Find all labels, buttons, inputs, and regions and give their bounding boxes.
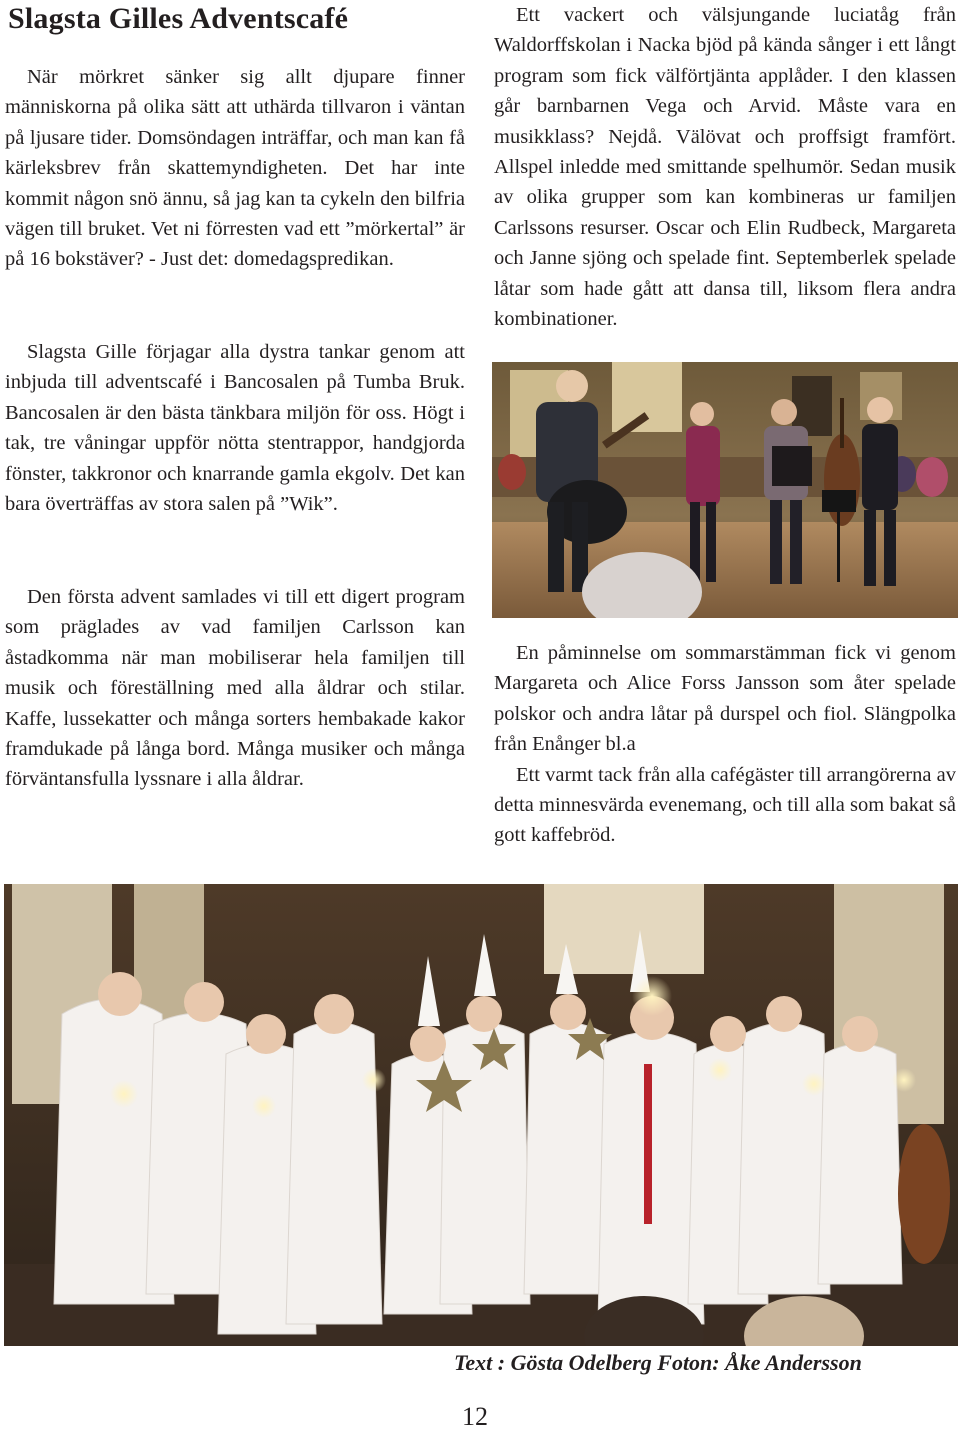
paragraph-intro <box>5 62 465 275</box>
paragraph-intro-text: När mörkret sänker sig allt djupare finner människorna på olika sätt att uthärda tillvaron i väntan på ljusare tider. Domsöndagen inträffar, och man kan få kärleksbrev från skattemyndigheten. Det har inte kommit någon snö ännu, så jag kan ta cykeln den bilfria vägen till bruket. Vet ni förresten vad ett ”mörkertal” är på 16 bokstäver? - Just det: domedagspredikan. <box>5 66 465 271</box>
paragraph-lucia <box>494 0 956 334</box>
paragraph-sommarstamma <box>494 638 956 851</box>
paragraph-sommarstamma-text: En påminnelse om sommarstämman fick vi genom Margareta och Alice Forss Jansson som åter spelade polskor och andra låtar på durspel och fiol. Slängpolka från Enånger bl.a <box>494 642 956 756</box>
paragraph-thanks-text: Ett varmt tack från alla cafégäster till arrangörerna av detta minnesvärda evenemang, och till alla som bakat så gott kaffebröd. <box>494 763 956 847</box>
page-number: 12 <box>462 1402 488 1431</box>
paragraph-venue <box>5 337 465 519</box>
lucia-procession-photo <box>4 884 958 1346</box>
musicians-photo <box>492 362 958 618</box>
paragraph-venue-text: Slagsta Gille förjagar alla dystra tankar genom att inbjuda till adventscafé i Bancosalen på Tumba Bruk. Bancosalen är den bästa tänkbara miljön för oss. Högt i tak, tre våningar uppför nötta stentrappor, handgjorda fönster, takkronor och knarrande gamla ekgolv. Det kan bara överträffas av stora salen på ”Wik”. <box>5 341 465 516</box>
article-title: Slagsta Gilles Adventscafé <box>8 2 349 35</box>
photo-credit: Text : Gösta Odelberg Foton: Åke Andersson <box>454 1350 862 1375</box>
paragraph-lucia-text: Ett vackert och välsjungande luciatåg från Waldorffskolan i Nacka bjöd på kända sånger i ett långt program som fick välförtjänta applåder. I den klassen går barnbarnen Vega och Arvid. Måste vara en musikklass? Nejdå. Välövat och proffsigt framfört. Allspel inledde med smittande spelhumör. Sedan musik av olika grupper som kan kombineras ur familjen Carlssons resurser. Oscar och Elin Rudbeck, Margareta och Janne sjöng och spelade fint. Septemberlek spelade låtar som hade gått att dansa till, liksom flera andra kombinationer. <box>494 4 956 331</box>
paragraph-program-text: Den första advent samlades vi till ett digert program som präglades av vad familjen Carlsson kan åstadkomma när man mobiliserar hela familjen till musik och föreställning med alla åldrar och stilar. Kaffe, lussekatter och många sorters hembakade kakor framdukade på långa bord. Många musiker och många förväntansfulla lyssnare i alla åldrar. <box>5 586 465 791</box>
paragraph-program <box>5 582 465 795</box>
